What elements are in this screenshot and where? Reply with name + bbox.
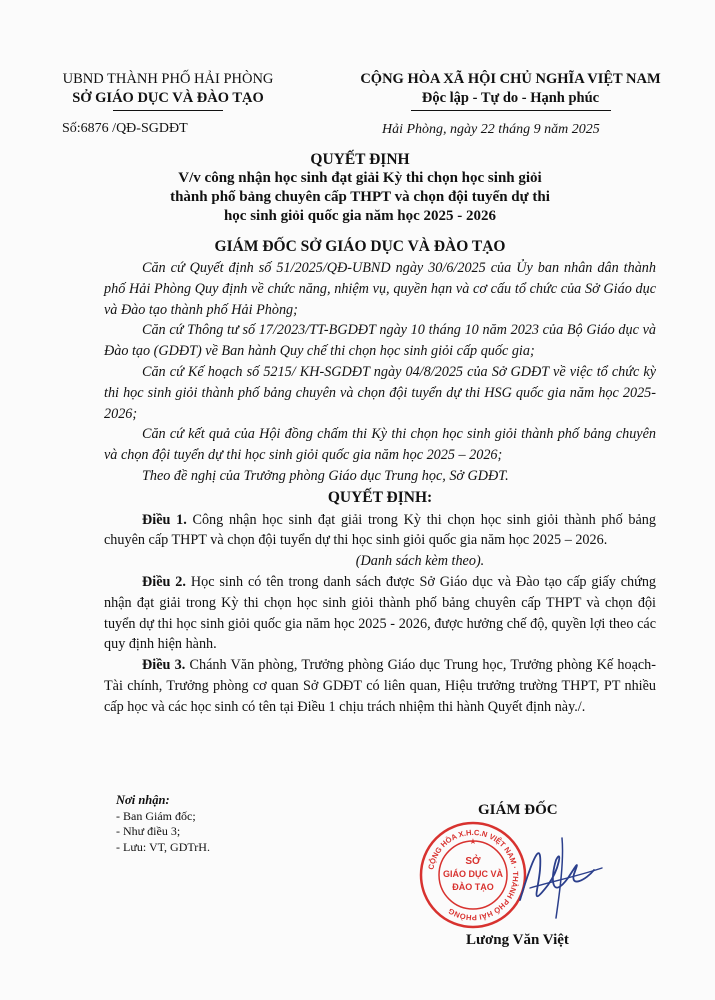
legal-basis-3: Căn cứ Kế hoạch số 5215/ KH-SGDĐT ngày 04/8/2025 của Sở GDĐT về việc tổ chức kỳ thi học sinh giỏi thành phố bảng chuyên và chọn đội tuyển dự thi HSG quốc gia năm học 2025-2026; — [104, 363, 656, 422]
recipients-heading: Nơi nhận: — [116, 793, 170, 807]
subject-line-1: V/v công nhận học sinh đạt giải Kỳ thi chọn học sinh giỏi — [178, 170, 542, 186]
document-body — [104, 258, 656, 718]
article-1-label: Điều 1. — [142, 511, 187, 528]
signer-name: Lương Văn Việt — [466, 932, 569, 948]
stamp-line-1: SỞ — [465, 856, 481, 867]
article-1 — [104, 510, 656, 552]
subject-line-2: thành phố bảng chuyên cấp THPT và chọn đội tuyển dự thi — [170, 189, 550, 205]
stamp-line-2: GIÁO DỤC VÀ — [442, 869, 504, 879]
legal-basis-5: Theo đề nghị của Trưởng phòng Giáo dục Trung học, Sở GDĐT. — [142, 467, 509, 484]
attachment-note: (Danh sách kèm theo). — [355, 553, 485, 570]
recipient-item: - Như điều 3; — [116, 824, 181, 838]
issuing-authority-block — [18, 70, 318, 111]
motto-underline — [411, 110, 611, 111]
document-type: QUYẾT ĐỊNH — [310, 151, 410, 168]
subject-line-3: học sinh giỏi quốc gia năm học 2025 - 2026 — [223, 208, 497, 224]
article-2-text: Học sinh có tên trong danh sách được Sở Giáo dục và Đào tạo cấp giấy chứng nhận đạt giải trong Kỳ thi chọn học sinh giỏi thành phố bảng chuyên cấp THPT và chọn đội tuyển dự thi học sinh giỏi quốc gia năm học 2025 - 2026, được hưởng chế độ, quyền lợi theo các quy định hiện hành. — [104, 573, 657, 653]
department-underline — [113, 110, 223, 111]
recipient-item: - Lưu: VT, GDTrH. — [116, 839, 210, 854]
signature-stroke-1 — [520, 853, 594, 900]
department-name: SỞ GIÁO DỤC VÀ ĐÀO TẠO — [72, 90, 264, 106]
document-title-block — [40, 150, 680, 226]
national-heading-block — [318, 70, 703, 111]
signer-title: GIÁM ĐỐC — [478, 802, 558, 818]
recipients-block — [116, 793, 210, 855]
document-number: Số:6876 /QĐ-SGDĐT — [62, 121, 188, 136]
legal-basis-2: Căn cứ Thông tư số 17/2023/TT-BGDĐT ngày 10 tháng 10 năm 2023 của Bộ Giáo dục và Đào tạo (GDĐT) về Ban hành Quy chế thi chọn học sinh giỏi cấp quốc gia; — [104, 322, 656, 360]
article-3 — [104, 655, 656, 717]
handwritten-signature — [490, 830, 620, 925]
stamp-ring-text: CỘNG HÒA X.H.C.N VIỆT NAM · THÀNH PHỐ HẢI PHÒNG — [426, 827, 521, 923]
stamp-line-3: ĐÀO TẠO — [452, 882, 494, 892]
decision-heading: QUYẾT ĐỊNH: — [327, 488, 433, 506]
article-1-text: Công nhận học sinh đạt giải trong Kỳ thi chọn học sinh giỏi thành phố bảng chuyên cấp THPT và chọn đội tuyển dự thi học sinh giỏi quốc gia năm học 2025 – 2026. — [104, 511, 656, 549]
country-name: CỘNG HÒA XÃ HỘI CHỦ NGHĨA VIỆT NAM — [360, 71, 661, 87]
legal-basis-4: Căn cứ kết quả của Hội đồng chấm thi Kỳ thi chọn học sinh giỏi thành phố bảng chuyên và chọn đội tuyển dự thi học sinh giỏi quốc gia năm học 2025 – 2026; — [104, 426, 656, 464]
signature-stroke-3 — [556, 838, 563, 918]
document-date: Hải Phòng, ngày 22 tháng 9 năm 2025 — [382, 122, 600, 137]
authority-name: UBND THÀNH PHỐ HẢI PHÒNG — [62, 71, 274, 87]
article-2 — [104, 572, 656, 655]
article-3-text: Chánh Văn phòng, Trưởng phòng Giáo dục Trung học, Trưởng phòng Kế hoạch-Tài chính, Trưởng phòng cơ quan Sở GDĐT có liên quan, Hiệu trưởng trường THPT, PT nhiều cấp học và các học sinh có tên tại Điều 1 chịu trách nhiệm thi hành Quyết định này./. — [104, 657, 657, 715]
legal-basis-1: Căn cứ Quyết định số 51/2025/QĐ-UBND ngày 30/6/2025 của Ủy ban nhân dân thành phố Hải Phòng Quy định về chức năng, nhiệm vụ, quyền hạn và cơ cấu tổ chức của Sở Giáo dục và Đào tạo thành phố Hải Phòng; — [104, 260, 656, 318]
national-motto: Độc lập - Tự do - Hạnh phúc — [421, 90, 600, 106]
article-2-label: Điều 2. — [142, 573, 186, 590]
issuer-heading: GIÁM ĐỐC SỞ GIÁO DỤC VÀ ĐÀO TẠO — [214, 238, 506, 255]
recipient-item: - Ban Giám đốc; — [116, 808, 196, 823]
article-3-label: Điều 3. — [142, 657, 186, 674]
stamp-star-icon: ★ — [469, 837, 477, 846]
